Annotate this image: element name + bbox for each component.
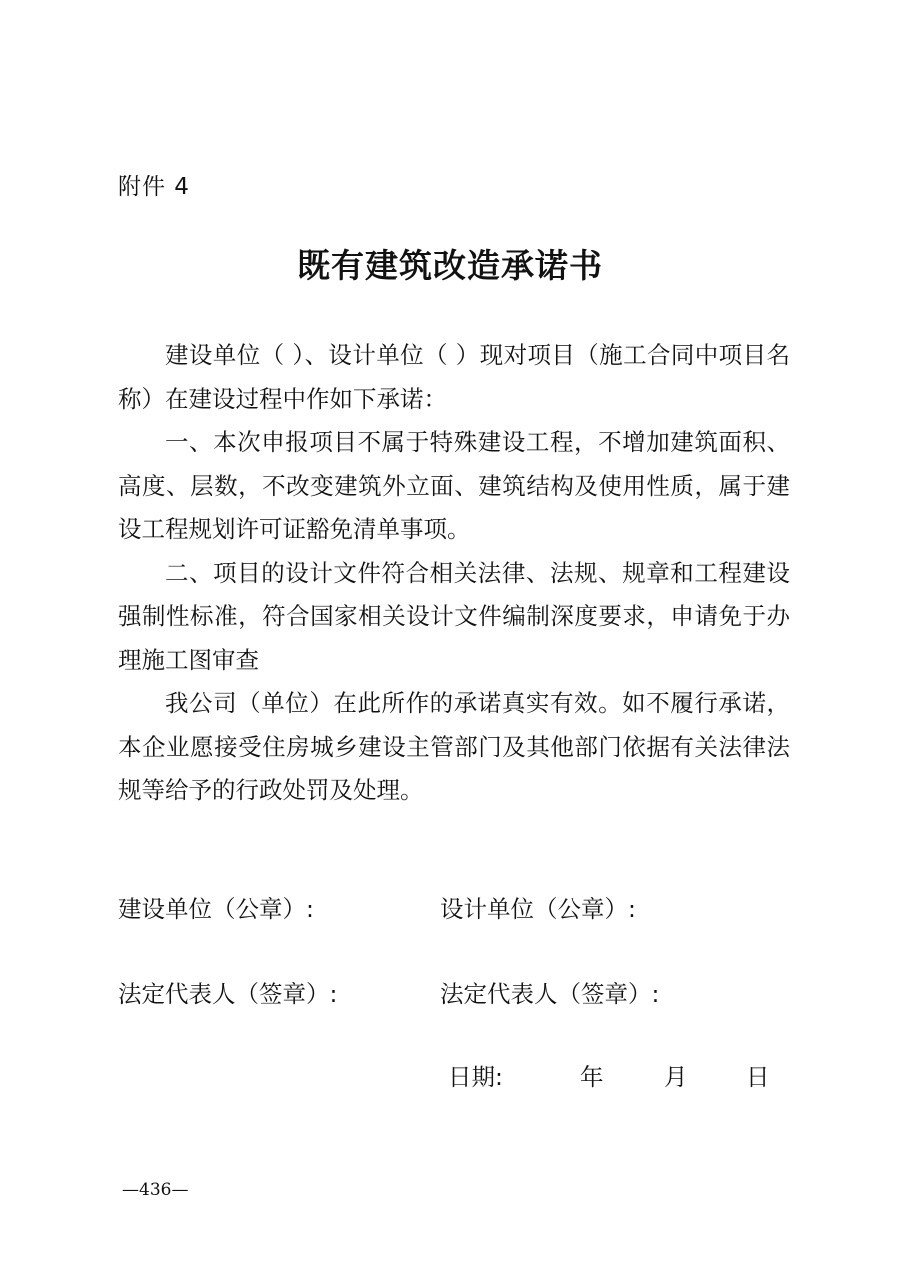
- attachment-label: 附件 4: [118, 174, 190, 200]
- paragraph-item-1: 一、本次申报项目不属于特殊建设工程，不增加建筑面积、高度、层数，不改变建筑外立面、建筑结构及使用性质，属于建设工程规划许可证豁免清单事项。: [118, 428, 790, 543]
- construction-legal-rep-label: 法定代表人（签章）:: [118, 980, 338, 1008]
- paragraph-item-2: 二、项目的设计文件符合相关法律、法规、规章和工程建设强制性标准，符合国家相关设计文件编制深度要求，申请免于办理施工图审查: [118, 558, 790, 674]
- document-title: 既有建筑改造承诺书: [297, 246, 603, 285]
- construction-unit-seal-label: 建设单位（公章）:: [118, 895, 314, 923]
- date-year: 年: [580, 1063, 604, 1091]
- paragraph-declaration: 我公司（单位）在此所作的承诺真实有效。如不履行承诺，本企业愿接受住房城乡建设主管部门及其他部门依据有关法律法规等给予的行政处罚及处理。: [118, 689, 790, 804]
- design-legal-rep-label: 法定代表人（签章）:: [440, 980, 660, 1008]
- date-day: 日: [746, 1063, 770, 1091]
- design-unit-seal-label: 设计单位（公章）:: [440, 895, 636, 923]
- date-label: 日期:: [448, 1063, 503, 1091]
- paragraph-intro: 建设单位（ ）、设计单位（ ）现对项目（施工合同中项目名称）在建设过程中作如下承诺：: [118, 341, 790, 413]
- date-month: 月: [664, 1063, 688, 1091]
- page-number: —436—: [122, 1180, 189, 1200]
- commitment-body: [118, 334, 790, 813]
